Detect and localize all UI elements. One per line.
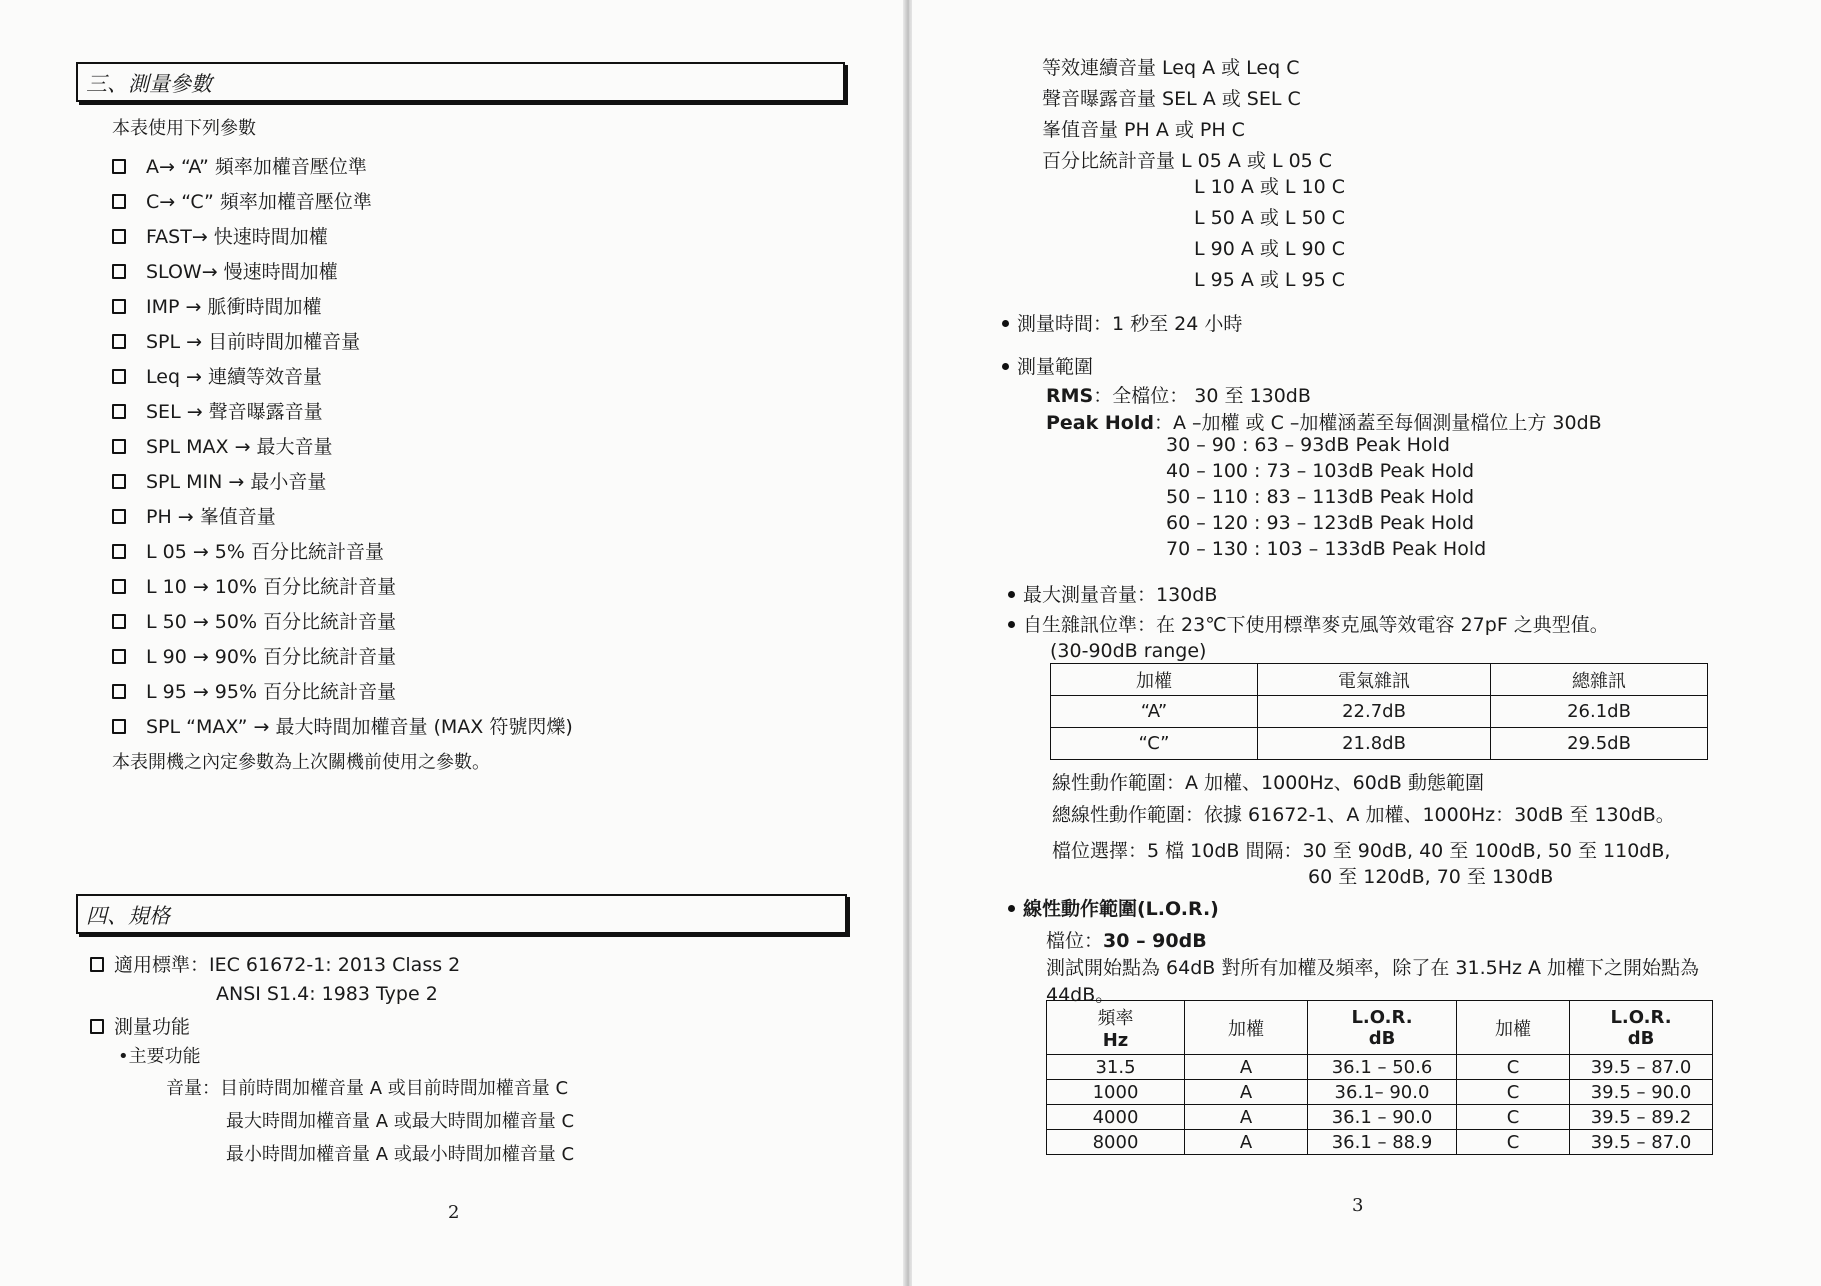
checkbox-icon [112,159,126,174]
line-l10: L 10 A 或 L 10 C [1194,176,1346,198]
page-number-left: 2 [448,1202,460,1223]
checkbox-icon [112,264,126,279]
lor-cell: 8000 [1047,1130,1185,1155]
param-item [112,255,573,290]
param-label: SPL MAX → 最大音量 [146,436,333,458]
main-func: •主要功能 [118,1046,201,1067]
lor-cell: C [1457,1055,1570,1080]
lor-desc-1: 測試開始點為 64dB 對所有加權及頻率，除了在 31.5Hz A 加權下之開始點為 [1046,957,1700,979]
lor-cell: 36.1 – 90.0 [1308,1105,1457,1130]
lor-cell: 39.5 – 90.0 [1570,1080,1713,1105]
lor-cell: 39.5 – 87.0 [1570,1055,1713,1080]
max-level [1008,580,1217,607]
bullet-icon [1008,591,1015,598]
param-item [112,570,573,605]
bullet-icon [1002,363,1009,370]
peak-text: ：A –加權 或 C –加權涵蓋至每個測量檔位上方 30dB [1153,412,1602,434]
table-row [1051,696,1708,728]
lor-header [1308,1001,1457,1055]
checkbox-icon [90,957,104,972]
vol-line-1: 音量：目前時間加權音量 A 或目前時間加權音量 C [166,1078,569,1099]
line-l90: L 90 A 或 L 90 C [1194,238,1346,260]
param-label: L 95 → 95% 百分比統計音量 [146,681,397,703]
lor-header [1047,1001,1185,1055]
noise-table [1050,663,1708,760]
lor-title-text: 線性動作範圍(L.O.R.) [1023,898,1219,920]
param-item [112,465,573,500]
param-label: L 05 → 5% 百分比統計音量 [146,541,384,563]
param-item [112,640,573,675]
params-intro: 本表使用下列參數 [112,118,256,139]
param-item [112,185,573,220]
param-item [112,710,573,745]
lor-cell: 36.1 – 88.9 [1308,1130,1457,1155]
param-item [112,220,573,255]
param-item [112,325,573,360]
param-item [112,360,573,395]
meas-time-text: 測量時間：1 秒至 24 小時 [1017,313,1243,335]
peak-label: Peak Hold [1046,412,1154,434]
checkbox-icon [112,229,126,244]
section3-title: 三、測量參數 [86,72,212,96]
noise-range: (30-90dB range) [1050,640,1207,662]
lor-header-freq: 頻率 [1097,1008,1134,1029]
peak-line [1046,408,1602,435]
lor-range-value: 30 – 90dB [1103,930,1207,952]
table-row [1047,1055,1713,1080]
table-row [1051,728,1708,760]
lor-cell: A [1185,1130,1308,1155]
section3-header [76,62,845,102]
bullet-icon [1008,621,1015,628]
param-item [112,290,573,325]
param-label: SPL “MAX” → 最大時間加權音量 (MAX 符號閃爍) [146,716,573,738]
meas-range-text: 測量範圍 [1017,356,1094,378]
peak-row: 60 – 120 : 93 – 123dB Peak Hold [1166,512,1475,534]
line-l50: L 50 A 或 L 50 C [1194,207,1346,229]
param-label: C→ “C” 頻率加權音壓位準 [146,191,372,213]
checkbox-icon [112,369,126,384]
linear-range: 線性動作範圍：A 加權、1000Hz、60dB 動態範圍 [1052,772,1484,794]
checkbox-icon [112,474,126,489]
checkbox-icon [112,404,126,419]
standard-2: ANSI S1.4: 1983 Type 2 [216,983,438,1005]
bullet-icon [1002,320,1009,327]
lor-cell: A [1185,1055,1308,1080]
rms-text: ：全檔位： 30 至 130dB [1093,385,1311,407]
lor-cell: 39.5 – 89.2 [1570,1105,1713,1130]
checkbox-icon [90,1019,104,1034]
lor-range-label: 檔位： [1046,930,1104,952]
checkbox-icon [112,614,126,629]
param-label: SPL MIN → 最小音量 [146,471,327,493]
bullet-icon [1008,905,1015,912]
noise-cell: 26.1dB [1491,696,1708,728]
lor-cell: A [1185,1080,1308,1105]
line-l95: L 95 A 或 L 95 C [1194,269,1346,291]
vol-line-2: 最大時間加權音量 A 或最大時間加權音量 C [226,1111,575,1132]
noise-cell: 22.7dB [1258,696,1491,728]
lor-cell: 36.1– 90.0 [1308,1080,1457,1105]
noise-header: 總雜訊 [1491,664,1708,696]
peak-row: 70 – 130 : 103 – 133dB Peak Hold [1166,538,1487,560]
line-ph: 峯值音量 PH A 或 PH C [1042,119,1245,141]
right-page [912,0,1821,1286]
lor-header-weight: 加權 [1185,1001,1308,1055]
func-label: 測量功能 [114,1016,191,1038]
param-label: FAST→ 快速時間加權 [146,226,328,248]
vol-line-3: 最小時間加權音量 A 或最小時間加權音量 C [226,1144,575,1165]
total-linear: 總線性動作範圍：依據 61672-1、A 加權、1000Hz：30dB 至 130dB。 [1052,804,1675,826]
checkbox-icon [112,719,126,734]
param-item [112,500,573,535]
lor-cell: 1000 [1047,1080,1185,1105]
param-label: L 90 → 90% 百分比統計音量 [146,646,397,668]
param-label: SPL → 目前時間加權音量 [146,331,361,353]
noise-header: 電氣雜訊 [1258,664,1491,696]
checkbox-icon [112,509,126,524]
range-select-2: 60 至 120dB, 70 至 130dB [1308,866,1554,888]
noise-cell: “C” [1051,728,1258,760]
line-sel: 聲音曝露音量 SEL A 或 SEL C [1042,88,1301,110]
standard-line [90,950,460,977]
param-label: IMP → 脈衝時間加權 [146,296,322,318]
lor-header-db: dB [1627,1027,1655,1049]
param-label: L 10 → 10% 百分比統計音量 [146,576,397,598]
lor-title [1008,894,1219,921]
checkbox-icon [112,299,126,314]
lor-header-lor: L.O.R. [1351,1006,1413,1028]
noise-header: 加權 [1051,664,1258,696]
peak-row: 40 – 100 : 73 – 103dB Peak Hold [1166,460,1475,482]
checkbox-icon [112,684,126,699]
param-item [112,430,573,465]
param-label: SLOW→ 慢速時間加權 [146,261,338,283]
max-level-text: 最大測量音量：130dB [1023,584,1218,606]
table-row [1047,1105,1713,1130]
checkbox-icon [112,544,126,559]
lor-cell: C [1457,1105,1570,1130]
lor-desc-2: 44dB。 [1046,984,1115,1006]
param-item [112,150,573,185]
meas-time [1002,309,1242,336]
line-leq: 等效連續音量 Leq A 或 Leq C [1042,57,1300,79]
noise-cell: 21.8dB [1258,728,1491,760]
lor-table [1046,1000,1713,1155]
param-item [112,605,573,640]
lor-cell: C [1457,1130,1570,1155]
line-l05: 百分比統計音量 L 05 A 或 L 05 C [1042,150,1333,172]
rms-line [1046,381,1311,408]
page-number-right: 3 [1352,1195,1364,1216]
func-line [90,1012,190,1039]
lor-range [1046,926,1207,953]
lor-cell: A [1185,1105,1308,1130]
checkbox-icon [112,194,126,209]
table-row [1047,1080,1713,1105]
left-page [0,0,905,1286]
noise-cell: “A” [1051,696,1258,728]
param-list [112,150,573,745]
param-item [112,535,573,570]
param-label: Leq → 連續等效音量 [146,366,323,388]
lor-cell: 36.1 – 50.6 [1308,1055,1457,1080]
rms-label: RMS [1046,385,1094,407]
noise-floor [1008,610,1609,637]
section4-header [76,894,847,934]
param-item [112,395,573,430]
section4-title: 四、規格 [86,904,170,928]
lor-cell: 31.5 [1047,1055,1185,1080]
lor-header-hz: Hz [1102,1030,1129,1051]
range-select: 檔位選擇：5 檔 10dB 間隔：30 至 90dB, 40 至 100dB, 50 至 110dB, [1052,840,1671,862]
checkbox-icon [112,334,126,349]
params-note: 本表開機之內定參數為上次關機前使用之參數。 [112,752,490,773]
noise-cell: 29.5dB [1491,728,1708,760]
noise-floor-text: 自生雜訊位準：在 23℃下使用標準麥克風等效電容 27pF 之典型值。 [1023,614,1609,636]
param-label: SEL → 聲音曝露音量 [146,401,323,423]
standard-label: 適用標準：IEC 61672-1: 2013 Class 2 [114,954,461,976]
peak-row: 30 – 90 : 63 – 93dB Peak Hold [1166,434,1450,456]
table-row [1047,1130,1713,1155]
meas-range [1002,352,1093,379]
checkbox-icon [112,649,126,664]
lor-cell: C [1457,1080,1570,1105]
checkbox-icon [112,439,126,454]
peak-row: 50 – 110 : 83 – 113dB Peak Hold [1166,486,1475,508]
param-item [112,675,573,710]
checkbox-icon [112,579,126,594]
lor-cell: 4000 [1047,1105,1185,1130]
lor-header-weight: 加權 [1457,1001,1570,1055]
param-label: L 50 → 50% 百分比統計音量 [146,611,397,633]
lor-header-db: dB [1368,1027,1396,1049]
lor-cell: 39.5 – 87.0 [1570,1130,1713,1155]
lor-header [1570,1001,1713,1055]
param-label: A→ “A” 頻率加權音壓位準 [146,156,367,178]
param-label: PH → 峯值音量 [146,506,276,528]
lor-header-lor: L.O.R. [1610,1006,1672,1028]
